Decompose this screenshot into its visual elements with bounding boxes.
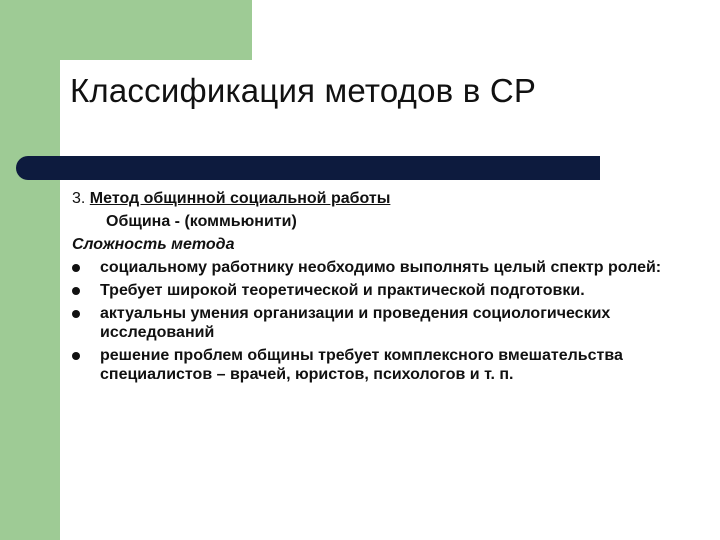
heading-number: 3. [72, 190, 86, 207]
list-item [72, 258, 712, 277]
list-item [72, 281, 712, 300]
list-item-text: Требует широкой теоретической и практической подготовки. [100, 282, 585, 299]
list-item [72, 346, 712, 384]
bullet-dot-icon [72, 352, 80, 360]
bullet-dot-icon [72, 264, 80, 272]
heading-text: Метод общинной социальной работы [89, 190, 391, 207]
method-heading [72, 189, 712, 208]
bullet-dot-icon [72, 310, 80, 318]
green-side-strip [0, 0, 60, 540]
complexity-label: Сложность метода [72, 236, 235, 253]
slide-title: Классификация методов в СР [70, 72, 537, 109]
list-item [72, 304, 712, 342]
community-line: Община - (коммьюнити) [106, 213, 297, 230]
list-item-text: актуальны умения организации и проведения социологических исследований [100, 305, 611, 341]
complexity-list [72, 258, 712, 384]
list-item-text: решение проблем общины требует комплексного вмешательства специалистов – врачей, юристов, психологов и т. п. [100, 347, 623, 383]
bullet-dot-icon [72, 287, 80, 295]
title-divider-bar [16, 156, 600, 180]
slide-body [72, 189, 712, 388]
list-item-text: социальному работнику необходимо выполнять целый спектр ролей: [100, 259, 662, 276]
